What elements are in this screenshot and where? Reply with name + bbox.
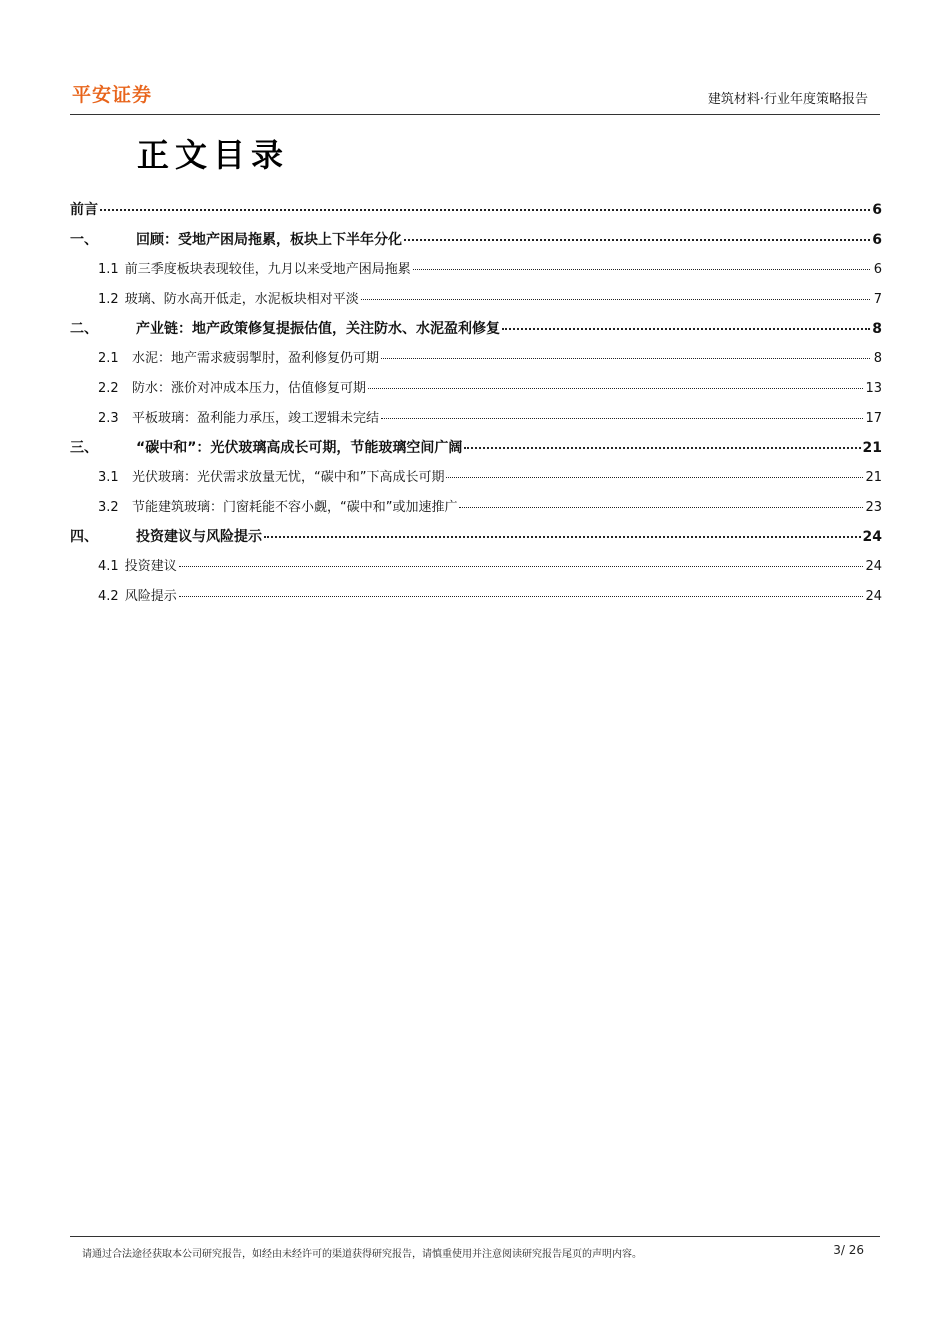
- dot-leader: [381, 418, 863, 419]
- toc-entry-number: 三、: [70, 439, 98, 456]
- page-footer: [70, 1236, 880, 1260]
- toc-entry-page: 21: [862, 439, 882, 456]
- toc-entry-text: 节能建筑玻璃：门窗耗能不容小觑，“碳中和”或加速推广: [132, 499, 458, 515]
- dot-leader: [368, 388, 863, 389]
- dot-leader: [413, 269, 870, 270]
- toc-entry-page: 23: [865, 499, 882, 515]
- toc-entry-number: 4.2: [98, 588, 119, 604]
- toc-entry-text: 风险提示: [124, 588, 177, 604]
- toc-entry-number: 3.2: [98, 499, 119, 515]
- dot-leader: [464, 447, 860, 449]
- dot-leader: [459, 507, 863, 508]
- toc-entry-number: 4.1: [98, 559, 119, 575]
- toc-entry-text: 投资建议: [124, 559, 177, 575]
- dot-leader: [264, 536, 861, 538]
- toc-entry-text: 水泥：地产需求疲弱掣肘，盈利修复仍可期: [132, 351, 380, 367]
- toc-title: 正文目录: [137, 136, 290, 174]
- toc-entry-number: 3.1: [98, 470, 119, 486]
- toc-entry-page: 24: [862, 528, 882, 545]
- toc-entry[interactable]: [70, 377, 882, 407]
- toc-entry-page: 24: [865, 588, 882, 604]
- dot-leader: [446, 477, 863, 478]
- company-logo: 平安证券: [72, 84, 153, 106]
- table-of-contents: [70, 199, 882, 615]
- toc-entry[interactable]: [70, 258, 882, 288]
- toc-entry-number: 二、: [70, 320, 98, 337]
- toc-entry-page: 8: [873, 351, 882, 367]
- toc-entry-number: 四、: [70, 528, 98, 545]
- toc-entry[interactable]: [70, 229, 882, 259]
- toc-entry-text: “碳中和”：光伏玻璃高成长可期，节能玻璃空间广阔: [136, 439, 463, 456]
- toc-entry-text: 回顾：受地产困局拖累，板块上下半年分化: [136, 231, 402, 248]
- toc-entry[interactable]: [70, 199, 882, 229]
- toc-entry-text: 投资建议与风险提示: [136, 528, 262, 545]
- toc-entry-page: 6: [873, 262, 882, 278]
- dot-leader: [502, 328, 870, 330]
- toc-entry-text: 前三季度板块表现较佳，九月以来受地产困局拖累: [124, 262, 411, 278]
- report-type: 建筑材料·行业年度策略报告: [707, 92, 868, 107]
- toc-entry[interactable]: [70, 318, 882, 348]
- dot-leader: [179, 596, 864, 597]
- toc-entry-number: 一、: [70, 231, 98, 248]
- toc-entry-text: 产业链：地产政策修复提振估值，关注防水、水泥盈利修复: [136, 320, 500, 337]
- toc-entry-number: 1.2: [98, 292, 119, 308]
- toc-entry-number: 2.2: [98, 381, 119, 397]
- toc-entry-page: 17: [865, 410, 882, 426]
- toc-entry[interactable]: [70, 526, 882, 556]
- toc-entry[interactable]: [70, 347, 882, 377]
- dot-leader: [381, 358, 870, 359]
- toc-entry-text: 防水：涨价对冲成本压力，估值修复可期: [132, 381, 367, 397]
- dot-leader: [404, 239, 870, 241]
- toc-entry[interactable]: [70, 288, 882, 318]
- toc-entry[interactable]: [70, 585, 882, 615]
- toc-entry-text: 光伏玻璃：光伏需求放量无忧，“碳中和”下高成长可期: [132, 470, 445, 486]
- toc-entry-text: 平板玻璃：盈利能力承压，竣工逻辑未完结: [132, 410, 380, 426]
- toc-entry-page: 6: [872, 202, 882, 218]
- page-number: 3/ 26: [833, 1243, 864, 1257]
- toc-entry-number: 2.1: [98, 351, 119, 367]
- disclaimer: 请通过合法途径获取本公司研究报告，如经由未经许可的渠道获得研究报告，请慎重使用并注意阅读研究报告尾页的声明内容。: [82, 1249, 642, 1260]
- toc-entry-text: 玻璃、防水高开低走，水泥板块相对平淡: [124, 292, 359, 308]
- toc-entry-page: 21: [865, 470, 882, 486]
- dot-leader: [100, 209, 870, 211]
- page-header: [70, 78, 880, 115]
- toc-entry[interactable]: [70, 437, 882, 467]
- toc-entry-number: 1.1: [98, 262, 119, 278]
- toc-entry[interactable]: [70, 496, 882, 526]
- toc-entry-page: 24: [865, 559, 882, 575]
- dot-leader: [361, 299, 870, 300]
- toc-entry-number: 2.3: [98, 410, 119, 426]
- toc-entry-page: 8: [872, 320, 882, 337]
- toc-entry-page: 7: [873, 292, 882, 308]
- toc-entry[interactable]: [70, 407, 882, 437]
- toc-entry[interactable]: [70, 555, 882, 585]
- toc-entry-text: 前言: [70, 202, 98, 218]
- toc-entry-page: 13: [865, 381, 882, 397]
- toc-entry[interactable]: [70, 466, 882, 496]
- toc-entry-page: 6: [872, 231, 882, 248]
- dot-leader: [179, 566, 864, 567]
